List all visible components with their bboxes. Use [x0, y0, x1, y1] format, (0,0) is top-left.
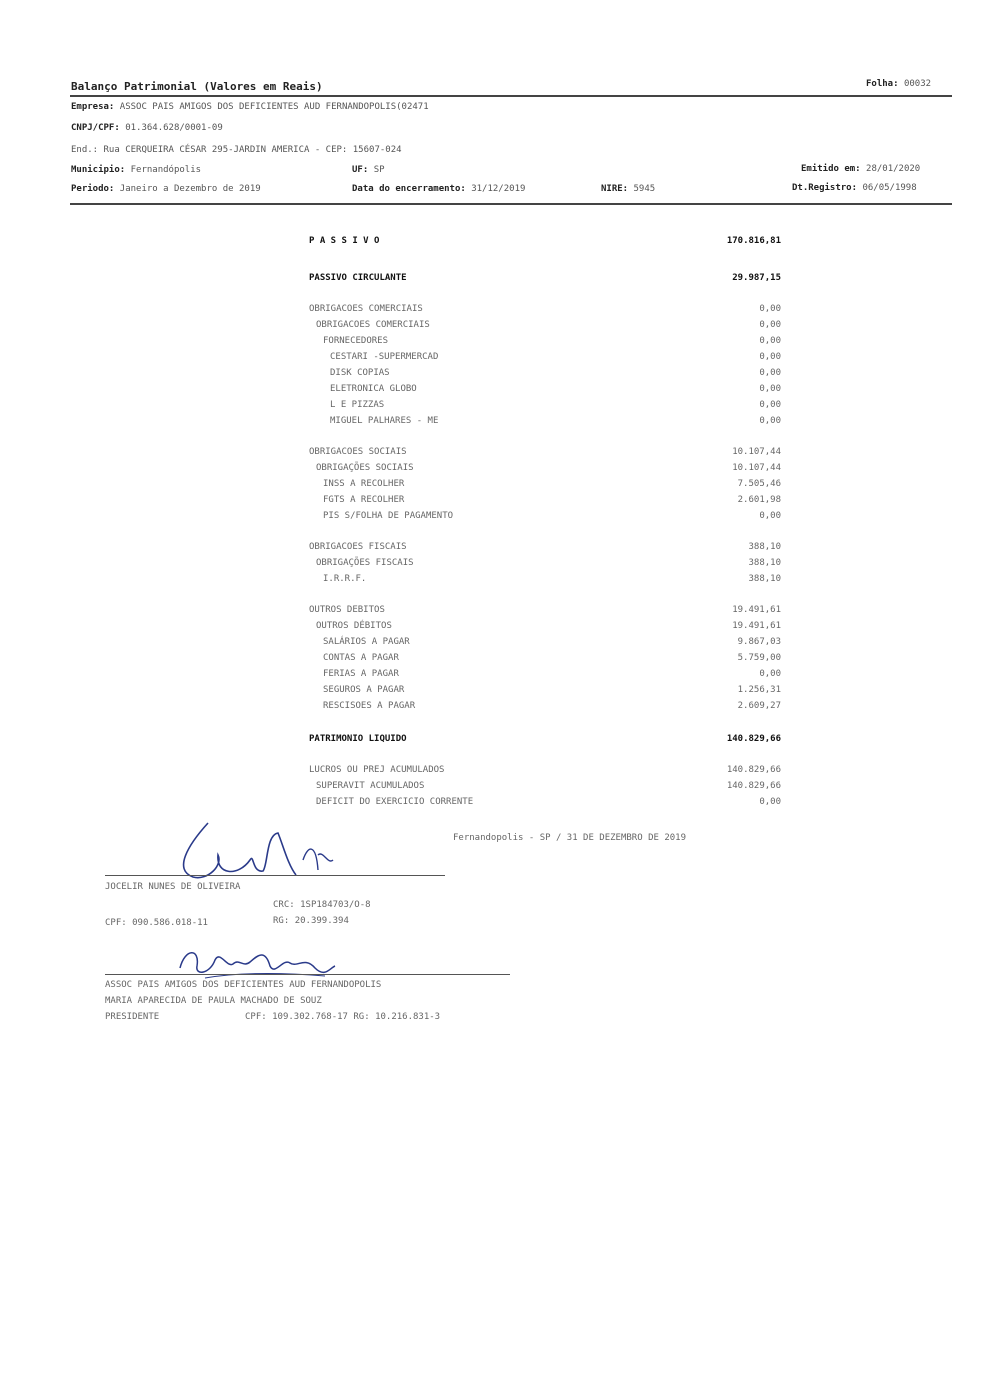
accountant-name: JOCELIR NUNES DE OLIVEIRA: [105, 882, 241, 892]
row-label: MIGUEL PALHARES - ME: [330, 416, 439, 426]
table-row: [309, 621, 781, 637]
table-row: [309, 701, 781, 717]
table-row: [309, 236, 781, 252]
row-value: 10.107,44: [732, 463, 781, 473]
president-rg-label: RG:: [353, 1012, 370, 1022]
table-row: [309, 495, 781, 511]
president-signature-line: [105, 974, 510, 975]
row-label: PATRIMONIO LIQUIDO: [309, 734, 407, 744]
cnpj: [71, 123, 223, 133]
registro-value: 06/05/1998: [862, 183, 917, 193]
emitido: [801, 164, 920, 174]
row-value: 140.829,66: [726, 734, 781, 744]
encerramento-value: 31/12/2019: [471, 184, 526, 194]
president-signature: [175, 938, 345, 983]
end-label: End.:: [71, 145, 99, 155]
row-value: 388,10: [748, 574, 781, 584]
nire-value: 5945: [633, 184, 656, 194]
crc: [273, 900, 371, 910]
row-label: PIS S/FOLHA DE PAGAMENTO: [323, 511, 454, 521]
row-label: OBRIGACOES SOCIAIS: [309, 447, 407, 457]
row-label: L E PIZZAS: [330, 400, 385, 410]
row-label: P A S S I V O: [309, 236, 380, 246]
folha-value: 00032: [903, 79, 932, 89]
empresa: [71, 102, 429, 112]
row-value: 0,00: [759, 384, 781, 394]
table-row: [309, 336, 781, 352]
empresa-label: Empresa:: [71, 102, 115, 112]
municipio: [71, 165, 201, 175]
municipio-label: Municipio:: [71, 165, 126, 175]
row-label: OUTROS DEBITOS: [309, 605, 385, 615]
uf-value: SP: [373, 165, 385, 175]
accountant-rg: [273, 916, 349, 926]
encerramento: [352, 184, 525, 194]
encerramento-label: Data do encerramento:: [352, 184, 466, 194]
row-label: LUCROS OU PREJ ACUMULADOS: [309, 765, 445, 775]
row-label: SEGUROS A PAGAR: [323, 685, 405, 695]
row-label: OBRIGACOES FISCAIS: [309, 542, 407, 552]
table-row: [309, 352, 781, 368]
row-value: 388,10: [748, 558, 781, 568]
cnpj-value: 01.364.628/0001-09: [125, 123, 223, 133]
table-row: [309, 479, 781, 495]
balance-table: [309, 236, 781, 826]
folha: [866, 79, 931, 89]
row-value: 2.601,98: [737, 495, 781, 505]
crc-label: CRC:: [273, 900, 295, 910]
row-value: 0,00: [759, 416, 781, 426]
table-row: [309, 384, 781, 400]
row-value: 0,00: [759, 368, 781, 378]
table-row: [309, 273, 781, 289]
row-label: ELETRONICA GLOBO: [330, 384, 417, 394]
table-row: [309, 558, 781, 574]
row-value: 388,10: [748, 542, 781, 552]
row-label: INSS A RECOLHER: [323, 479, 405, 489]
row-value: 0,00: [759, 320, 781, 330]
president-ids: [245, 1012, 440, 1022]
row-value: 10.107,44: [732, 447, 781, 457]
empresa-value: ASSOC PAIS AMIGOS DOS DEFICIENTES AUD FERNANDOPOLIS(02471: [119, 102, 429, 112]
row-label: RESCISOES A PAGAR: [323, 701, 416, 711]
row-value: 0,00: [759, 669, 781, 679]
table-row: [309, 542, 781, 558]
accountant-rg-label: RG:: [273, 916, 290, 926]
row-label: OBRIGACOES COMERCIAIS: [309, 304, 423, 314]
row-label: OBRIGAÇÕES FISCAIS: [316, 558, 414, 568]
periodo: [71, 184, 261, 194]
registro-label: Dt.Registro:: [792, 183, 858, 193]
table-row: [309, 368, 781, 384]
table-row: [309, 416, 781, 432]
municipio-value: Fernandópolis: [130, 165, 202, 175]
entity-name: ASSOC PAIS AMIGOS DOS DEFICIENTES AUD FERNANDOPOLIS: [105, 980, 382, 990]
table-row: [309, 653, 781, 669]
row-label: OBRIGAÇÕES SOCIAIS: [316, 463, 414, 473]
row-value: 29.987,15: [732, 273, 781, 283]
header-rule-top: [70, 95, 952, 97]
table-row: [309, 304, 781, 320]
emitido-value: 28/01/2020: [866, 164, 921, 174]
row-label: I.R.R.F.: [323, 574, 367, 584]
accountant-cpf-label: CPF:: [105, 918, 127, 928]
row-value: 0,00: [759, 400, 781, 410]
table-row: [309, 765, 781, 781]
row-value: 140.829,66: [726, 781, 781, 791]
table-row: [309, 320, 781, 336]
row-label: FORNECEDORES: [323, 336, 389, 346]
president-role: PRESIDENTE: [105, 1012, 160, 1022]
table-row: [309, 463, 781, 479]
folha-label: Folha:: [866, 79, 899, 89]
row-label: FGTS A RECOLHER: [323, 495, 405, 505]
row-label: OUTROS DÉBITOS: [316, 621, 392, 631]
row-label: DISK COPIAS: [330, 368, 390, 378]
table-row: [309, 605, 781, 621]
row-value: 0,00: [759, 511, 781, 521]
registro: [792, 183, 917, 193]
row-value: 2.609,27: [737, 701, 781, 711]
endereco: [71, 145, 402, 155]
table-row: [309, 637, 781, 653]
emitido-label: Emitido em:: [801, 164, 861, 174]
table-row: [309, 400, 781, 416]
president-cpf-label: CPF:: [245, 1012, 267, 1022]
table-row: [309, 511, 781, 527]
row-label: OBRIGACOES COMERCIAIS: [316, 320, 430, 330]
table-row: [309, 685, 781, 701]
table-row: [309, 781, 781, 797]
row-label: FERIAS A PAGAR: [323, 669, 399, 679]
row-value: 7.505,46: [737, 479, 781, 489]
header-rule-bottom: [70, 203, 952, 205]
row-value: 0,00: [759, 336, 781, 346]
row-value: 0,00: [759, 352, 781, 362]
row-label: CONTAS A PAGAR: [323, 653, 399, 663]
row-label: CESTARI -SUPERMERCAD: [330, 352, 439, 362]
accountant-cpf: [105, 918, 208, 928]
table-row: [309, 797, 781, 813]
president-name: MARIA APARECIDA DE PAULA MACHADO DE SOUZ: [105, 996, 322, 1006]
table-row: [309, 574, 781, 590]
row-label: SALÁRIOS A PAGAR: [323, 637, 410, 647]
row-value: 9.867,03: [737, 637, 781, 647]
end-value: Rua CERQUEIRA CÉSAR 295-JARDIN AMERICA - CEP: 15607-024: [103, 145, 402, 155]
uf-label: UF:: [352, 165, 369, 175]
place-date: Fernandopolis - SP / 31 DE DEZEMBRO DE 2019: [453, 833, 686, 843]
row-value: 5.759,00: [737, 653, 781, 663]
row-label: SUPERAVIT ACUMULADOS: [316, 781, 425, 791]
table-row: [309, 447, 781, 463]
row-value: 140.829,66: [726, 765, 781, 775]
president-rg-value: 10.216.831-3: [375, 1012, 441, 1022]
uf: [352, 165, 385, 175]
row-label: DEFICIT DO EXERCICIO CORRENTE: [316, 797, 474, 807]
periodo-label: Periodo:: [71, 184, 115, 194]
cnpj-label: CNPJ/CPF:: [71, 123, 120, 133]
table-row: [309, 669, 781, 685]
row-value: 0,00: [759, 304, 781, 314]
row-value: 0,00: [759, 797, 781, 807]
accountant-cpf-value: 090.586.018-11: [132, 918, 208, 928]
periodo-value: Janeiro a Dezembro de 2019: [119, 184, 261, 194]
accountant-rg-value: 20.399.394: [294, 916, 349, 926]
president-cpf-value: 109.302.768-17: [272, 1012, 348, 1022]
row-value: 19.491,61: [732, 621, 781, 631]
crc-value: 1SP184703/O-8: [300, 900, 371, 910]
nire-label: NIRE:: [601, 184, 629, 194]
document-title: Balanço Patrimonial (Valores em Reais): [71, 80, 323, 93]
table-row: [309, 734, 781, 750]
nire: [601, 184, 655, 194]
row-label: PASSIVO CIRCULANTE: [309, 273, 407, 283]
accountant-signature-line: [105, 875, 445, 876]
row-value: 1.256,31: [737, 685, 781, 695]
row-value: 19.491,61: [732, 605, 781, 615]
row-value: 170.816,81: [726, 236, 781, 246]
